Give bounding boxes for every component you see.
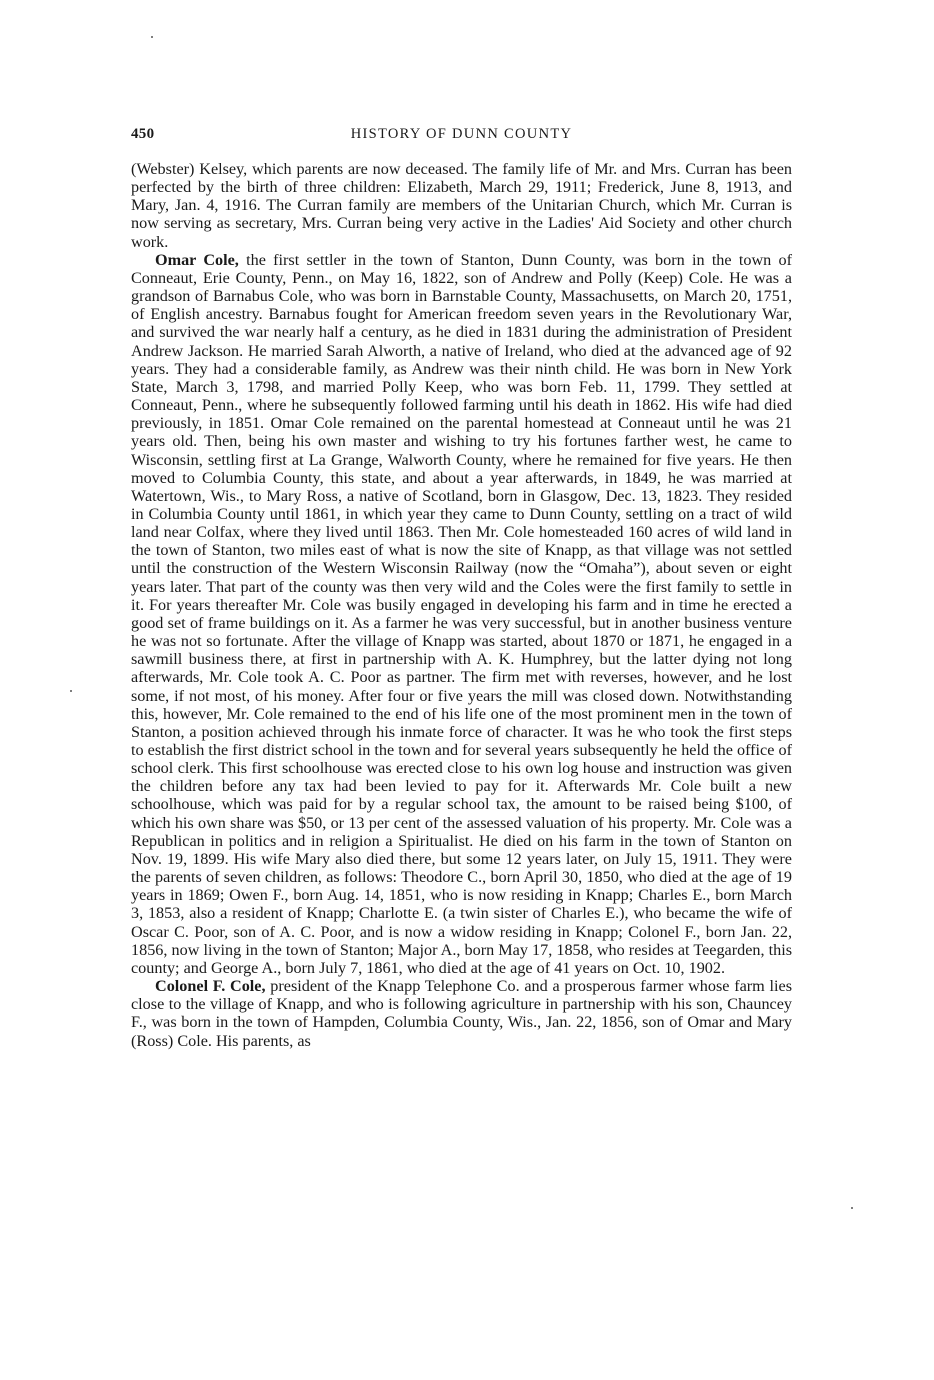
scan-speck-left: [70, 690, 72, 692]
paragraph-curran-continued: [131, 160, 792, 251]
paragraph-text: the first settler in the town of Stanton, Dunn County, was born in the town of Conneaut, Erie County, Penn., on May 16, 1822, son of Andrew and Polly (Keep) Cole. He was a grandson of Barnabus Cole, who was born in Barnstable County, Massachusetts, on March 20, 1751, of English ancestry. Barnabus fought for American freedom seven years in the Revolutionary War, and survived the war nearly half a century, as he died in 1831 during the administration of President Andrew Jackson. He married Sarah Alworth, a native of Ireland, who died at the advanced age of 92 years. They had a considerable family, as Andrew was their ninth child. He was born in New York State, March 3, 1798, and married Polly Keep, who was born Feb. 11, 1799. They settled at Conneaut, Penn., where he subsequently followed farming until his death in 1862. His wife had died previously, in 1851. Omar Cole remained on the parental homestead at Conneaut until he was 21 years old. Then, being his own master and wishing to try his fortunes farther west, he came to Wisconsin, settling first at La Grange, Walworth County, where he remained for five years. He then moved to Columbia County, this state, and about a year afterwards, in 1849, he was married at Watertown, Wis., to Mary Ross, a native of Scotland, born in Glasgow, Dec. 13, 1823. They resided in Columbia County until 1861, in which year they came to Dunn County, settling on a tract of wild land near Colfax, where they lived until 1863. Then Mr. Cole homesteaded 160 acres of wild land in the town of Stanton, two miles east of what is now the site of Knapp, as that village was not settled until the construction of the Western Wisconsin Railway (now the “Omaha”), about seven or eight years later. That part of the county was then very wild and the Coles were the first family to settle in it. For years thereafter Mr. Cole was busily engaged in developing his farm and in time he erected a good set of frame buildings on it. As a farmer he was very successful, but in another business venture he was not so fortunate. After the village of Knapp was started, about 1870 or 1871, he engaged in a sawmill business there, at first in partnership with A. K. Humphrey, but the latter dying not long afterwards, Mr. Cole took A. C. Poor as partner. The firm met with reverses, however, and he lost some, if not most, of his money. After four or five years the mill was closed down. Notwithstanding this, however, Mr. Cole remained to the end of his life one of the most prominent men in the town of Stanton, a position achieved through his inmate force of character. It was he who took the first steps to establish the first district school in the town and for several years subsequently he held the office of school clerk. This first schoolhouse was erected close to his own log house and instruction was given the children before any tax had been levied to pay for it. Afterwards Mr. Cole built a new schoolhouse, which was paid for by a regular school tax, the amount to be raised being $100, of which his own share was $50, or 13 per cent of the assessed valuation of his property. Mr. Cole was a Republican in politics and in religion a Spiritualist. He died on his farm in the town of Stanton on Nov. 19, 1899. His wife Mary also died there, but some 12 years later, on July 15, 1911. They were the parents of seven children, as follows: Theodore C., born April 30, 1850, who died at the age of 19 years in 1869; Owen F., born Aug. 14, 1851, who is now residing in Knapp; Charles E., born March 3, 1853, also a resident of Knapp; Charlotte E. (a twin sister of Charles E.), who became the wife of Oscar C. Poor, son of A. C. Poor, and is now a widow residing in Knapp; Colonel F., born Jan. 22, 1856, now living in the town of Stanton; Major A., born May 17, 1858, who resides at Teegarden, this county; and George A., born July 7, 1861, who died at the age of 41 years on Oct. 10, 1902.: [131, 250, 792, 977]
scan-speck-top: [151, 36, 153, 38]
paragraph-text: president of the Knapp Telephone Co. and a prosperous farmer whose farm lies close to the village of Knapp, and who is following agriculture in partnership with his son, Chauncey F., was born in the town of Hampden, Columbia County, Wis., Jan. 22, 1856, son of Omar and Mary (Ross) Cole. His parents, as: [131, 977, 792, 1050]
page-number: 450: [131, 126, 155, 142]
scan-speck-right: [851, 1207, 853, 1209]
running-head-title: HISTORY OF DUNN COUNTY: [350, 126, 573, 142]
paragraph-text: (Webster) Kelsey, which parents are now deceased. The family life of Mr. and Mrs. Curran has been perfected by the birth of three children: Elizabeth, March 29, 1911; Frederick, June 8, 1913, and Mary, Jan. 4, 1916. The Curran family are members of the Unitarian Church, which Mr. Curran is now serving as secretary, Mrs. Curran being very active in the Ladies' Aid Society and other church work.: [131, 160, 792, 251]
subject-name-omar-cole: Omar Cole,: [155, 250, 239, 269]
subject-name-colonel-f-cole: Colonel F. Cole,: [155, 977, 266, 996]
paragraph-colonel-f-cole: [131, 977, 792, 1050]
paragraph-omar-cole: [131, 251, 792, 977]
page-header: [131, 126, 792, 148]
body-text: [131, 160, 792, 1050]
